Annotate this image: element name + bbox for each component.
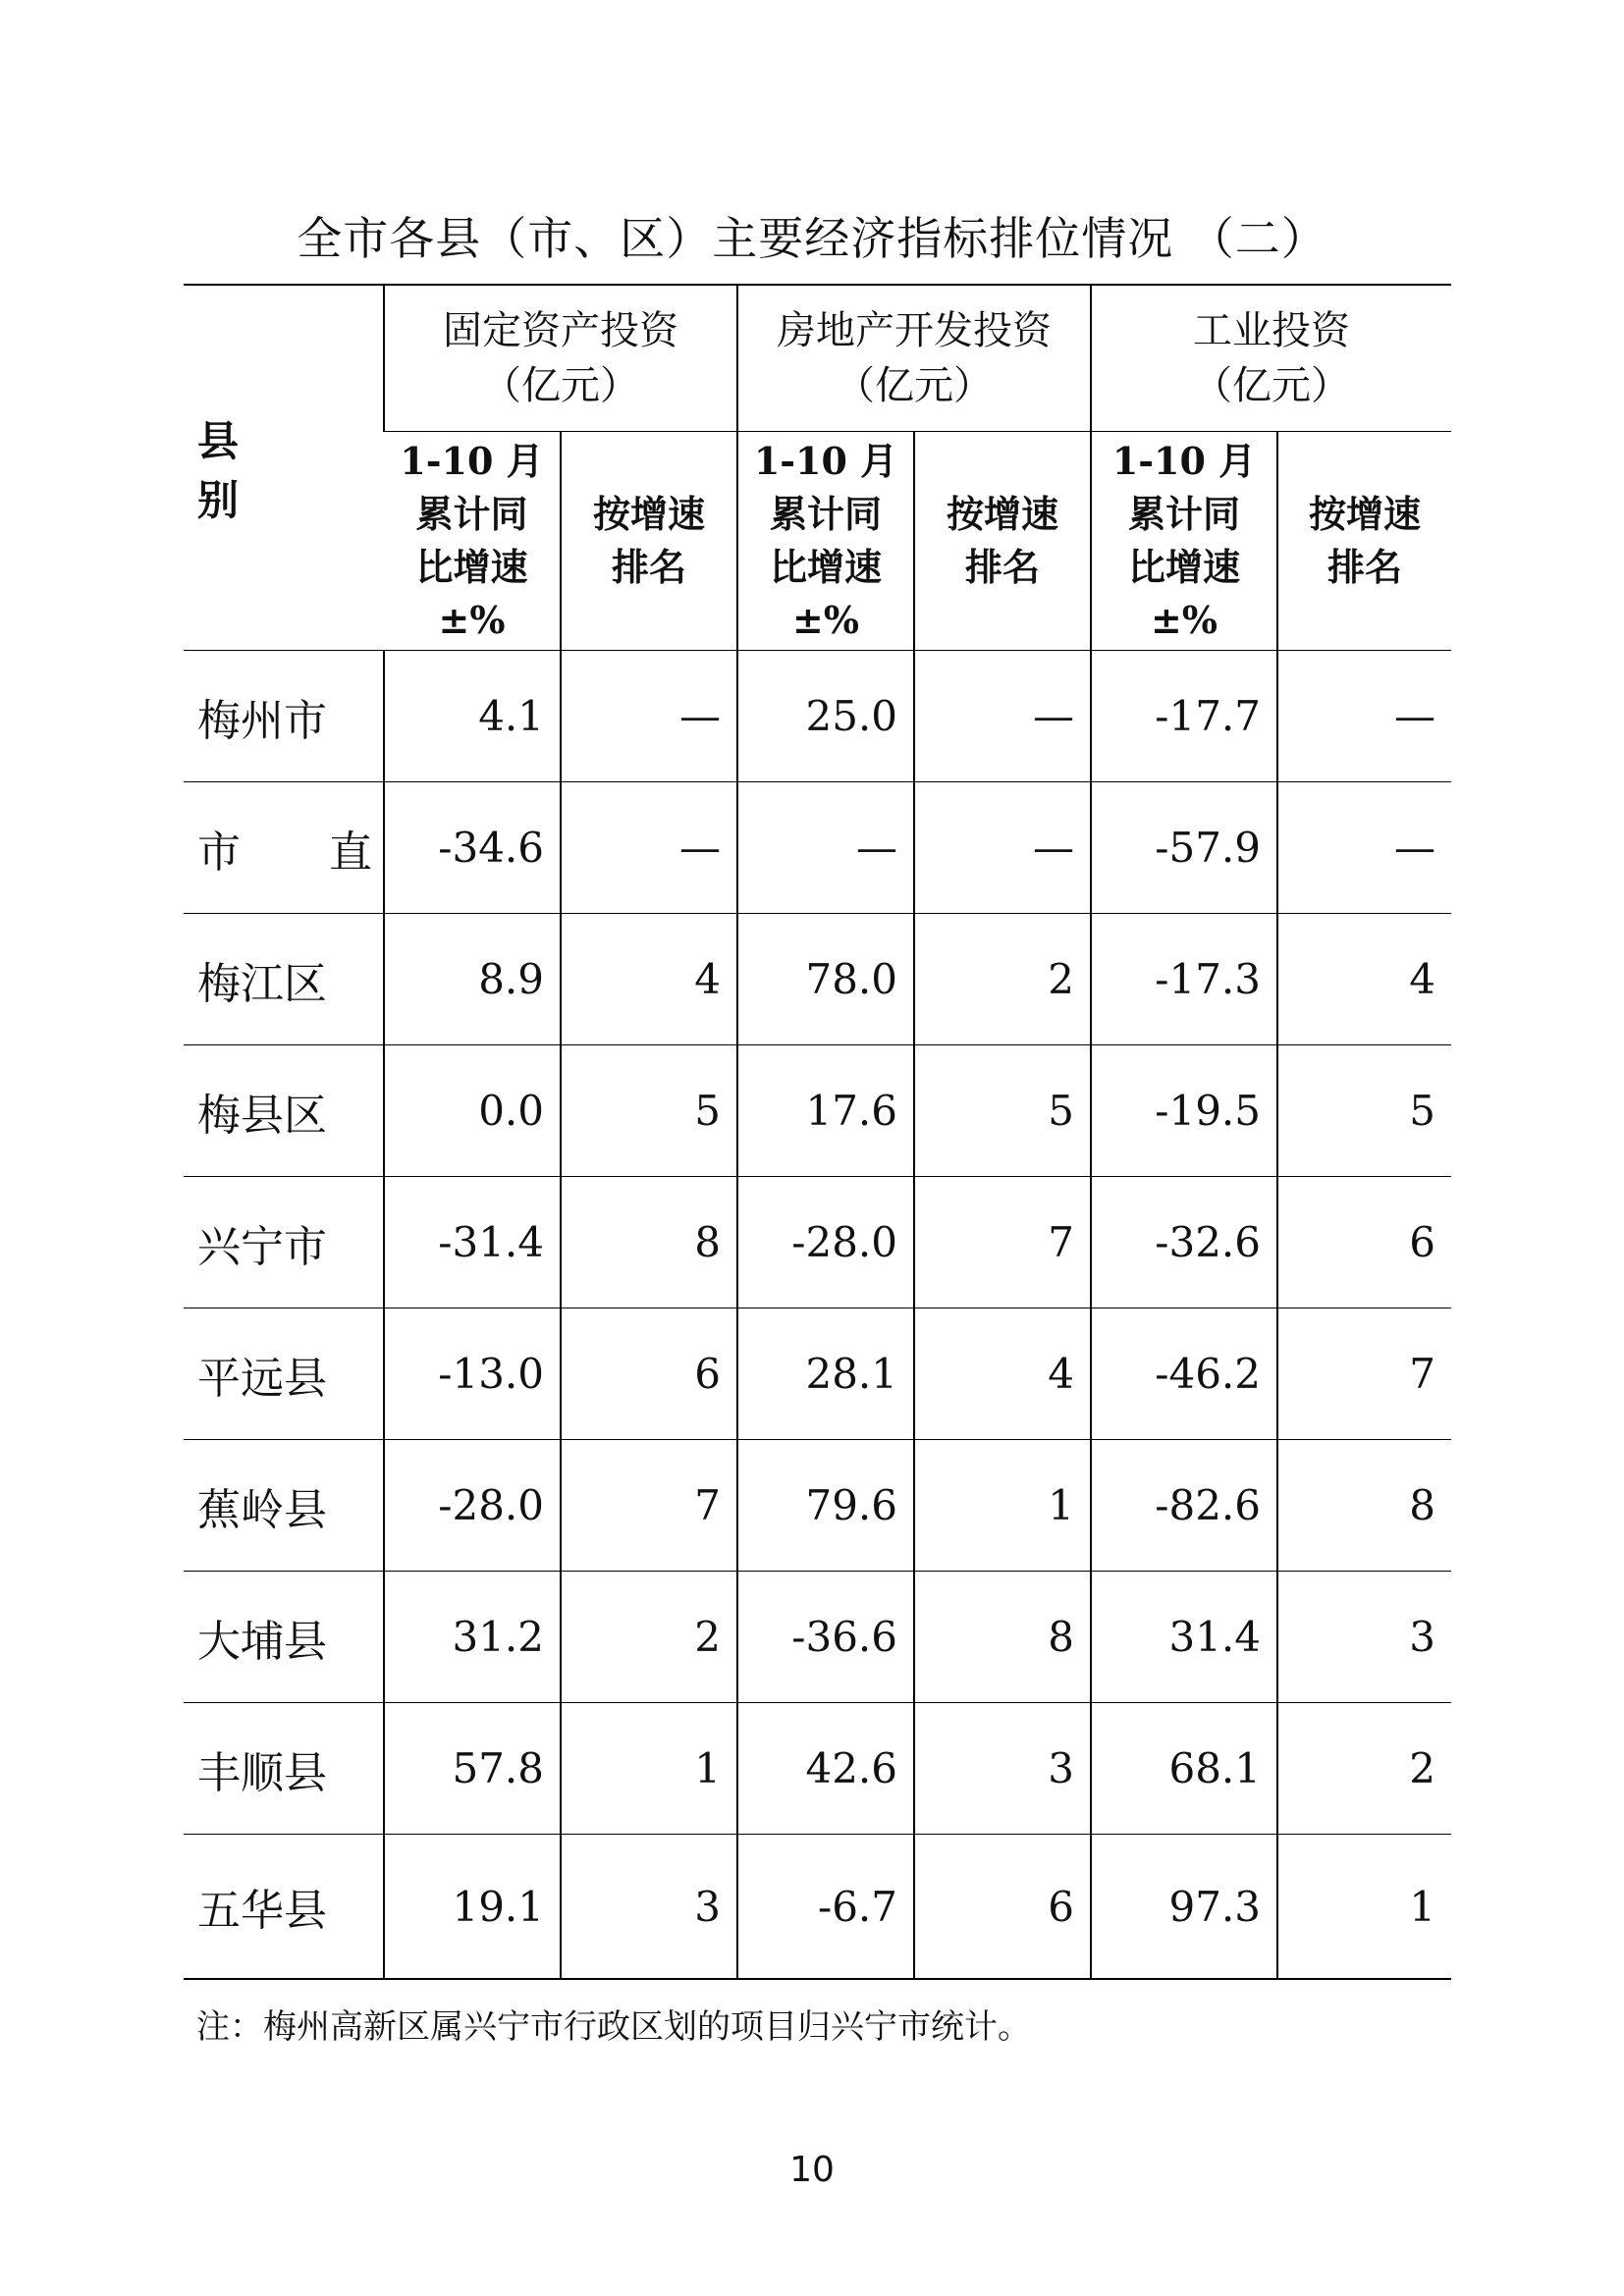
rank-column-header: 按增速 排名 [1277, 432, 1451, 651]
group-name: 固定资产投资 [443, 308, 678, 353]
page-title: 全市各县（市、区）主要经济指标排位情况 （二） [297, 212, 1327, 265]
fixed-growth-cell: 4.1 [384, 651, 561, 782]
fixed-rank-cell: 1 [561, 1703, 737, 1835]
table-row [184, 1835, 1451, 1980]
county-name: 市 直 [184, 782, 384, 914]
realestate-growth-cell: 28.1 [737, 1308, 914, 1440]
industry-growth-cell: -82.6 [1091, 1440, 1277, 1572]
realestate-growth-cell: 17.6 [737, 1045, 914, 1177]
fixed-rank-cell: 2 [561, 1572, 737, 1703]
growth-column-header: 1-10 月 累计同 比增速 ±% [384, 432, 561, 651]
fixed-rank-cell: 7 [561, 1440, 737, 1572]
realestate-growth-cell: 78.0 [737, 914, 914, 1045]
county-name: 兴宁市 [184, 1177, 384, 1308]
county-name: 梅州市 [184, 651, 384, 782]
fixed-rank-cell: 5 [561, 1045, 737, 1177]
fixed-growth-cell: -31.4 [384, 1177, 561, 1308]
fixed-growth-cell: 8.9 [384, 914, 561, 1045]
industry-growth-cell: -57.9 [1091, 782, 1277, 914]
fixed-growth-cell: -34.6 [384, 782, 561, 914]
county-name: 五华县 [184, 1835, 384, 1980]
fixed-growth-cell: 31.2 [384, 1572, 561, 1703]
realestate-growth-cell: 25.0 [737, 651, 914, 782]
group-header-row [184, 285, 1451, 432]
fixed-rank-cell: 6 [561, 1308, 737, 1440]
fixed-growth-cell: 19.1 [384, 1835, 561, 1980]
realestate-rank-cell: 7 [914, 1177, 1091, 1308]
table-row [184, 651, 1451, 782]
group-unit: （亿元） [1193, 363, 1350, 408]
realestate-growth-cell: — [737, 782, 914, 914]
table-row [184, 1703, 1451, 1835]
table-row [184, 1177, 1451, 1308]
group-name: 工业投资 [1193, 308, 1350, 353]
realestate-growth-cell: 42.6 [737, 1703, 914, 1835]
industry-rank-cell: — [1277, 651, 1451, 782]
fixed-rank-cell: — [561, 782, 737, 914]
industry-rank-cell: 1 [1277, 1835, 1451, 1980]
county-name: 梅江区 [184, 914, 384, 1045]
county-name: 梅县区 [184, 1045, 384, 1177]
county-name: 丰顺县 [184, 1703, 384, 1835]
real-estate-group-header [737, 285, 1091, 432]
group-unit: （亿元） [482, 363, 639, 408]
industry-group-header [1091, 285, 1451, 432]
fixed-rank-cell: 8 [561, 1177, 737, 1308]
realestate-rank-cell: 5 [914, 1045, 1091, 1177]
economic-indicator-table [184, 284, 1451, 1980]
realestate-rank-cell: 6 [914, 1835, 1091, 1980]
group-unit: （亿元） [836, 363, 993, 408]
industry-rank-cell: 7 [1277, 1308, 1451, 1440]
realestate-rank-cell: 2 [914, 914, 1091, 1045]
fixed-rank-cell: 3 [561, 1835, 737, 1980]
realestate-rank-cell: 4 [914, 1308, 1091, 1440]
growth-column-header: 1-10 月 累计同 比增速 ±% [737, 432, 914, 651]
table-row [184, 1045, 1451, 1177]
table-row [184, 1308, 1451, 1440]
county-name: 大埔县 [184, 1572, 384, 1703]
fixed-rank-cell: — [561, 651, 737, 782]
table-row [184, 782, 1451, 914]
realestate-growth-cell: -28.0 [737, 1177, 914, 1308]
industry-rank-cell: 3 [1277, 1572, 1451, 1703]
fixed-rank-cell: 4 [561, 914, 737, 1045]
industry-growth-cell: 97.3 [1091, 1835, 1277, 1980]
fixed-growth-cell: 57.8 [384, 1703, 561, 1835]
industry-growth-cell: -46.2 [1091, 1308, 1277, 1440]
realestate-rank-cell: 3 [914, 1703, 1091, 1835]
fixed-growth-cell: 0.0 [384, 1045, 561, 1177]
industry-rank-cell: 6 [1277, 1177, 1451, 1308]
table-row [184, 1440, 1451, 1572]
industry-growth-cell: -17.7 [1091, 651, 1277, 782]
rank-column-header: 按增速 排名 [914, 432, 1091, 651]
industry-growth-cell: -17.3 [1091, 914, 1277, 1045]
county-name: 平远县 [184, 1308, 384, 1440]
industry-rank-cell: — [1277, 782, 1451, 914]
table-row [184, 914, 1451, 1045]
table-row [184, 1572, 1451, 1703]
industry-rank-cell: 4 [1277, 914, 1451, 1045]
industry-growth-cell: 31.4 [1091, 1572, 1277, 1703]
county-column-header: 县 别 [197, 416, 273, 524]
industry-rank-cell: 5 [1277, 1045, 1451, 1177]
industry-growth-cell: 68.1 [1091, 1703, 1277, 1835]
fixed-growth-cell: -28.0 [384, 1440, 561, 1572]
realestate-rank-cell: 8 [914, 1572, 1091, 1703]
industry-growth-cell: -32.6 [1091, 1177, 1277, 1308]
realestate-rank-cell: — [914, 651, 1091, 782]
fixed-asset-group-header [384, 285, 737, 432]
realestate-growth-cell: -36.6 [737, 1572, 914, 1703]
fixed-growth-cell: -13.0 [384, 1308, 561, 1440]
industry-rank-cell: 8 [1277, 1440, 1451, 1572]
realestate-rank-cell: — [914, 782, 1091, 914]
table-footnote: 注：梅州高新区属兴宁市行政区划的项目归兴宁市统计。 [196, 2007, 1031, 2047]
growth-column-header: 1-10 月 累计同 比增速 ±% [1091, 432, 1277, 651]
realestate-rank-cell: 1 [914, 1440, 1091, 1572]
realestate-growth-cell: 79.6 [737, 1440, 914, 1572]
realestate-growth-cell: -6.7 [737, 1835, 914, 1980]
page-number: 10 [789, 2150, 835, 2190]
county-name: 蕉岭县 [184, 1440, 384, 1572]
rank-column-header: 按增速 排名 [561, 432, 737, 651]
industry-growth-cell: -19.5 [1091, 1045, 1277, 1177]
group-name: 房地产开发投资 [777, 308, 1052, 353]
industry-rank-cell: 2 [1277, 1703, 1451, 1835]
